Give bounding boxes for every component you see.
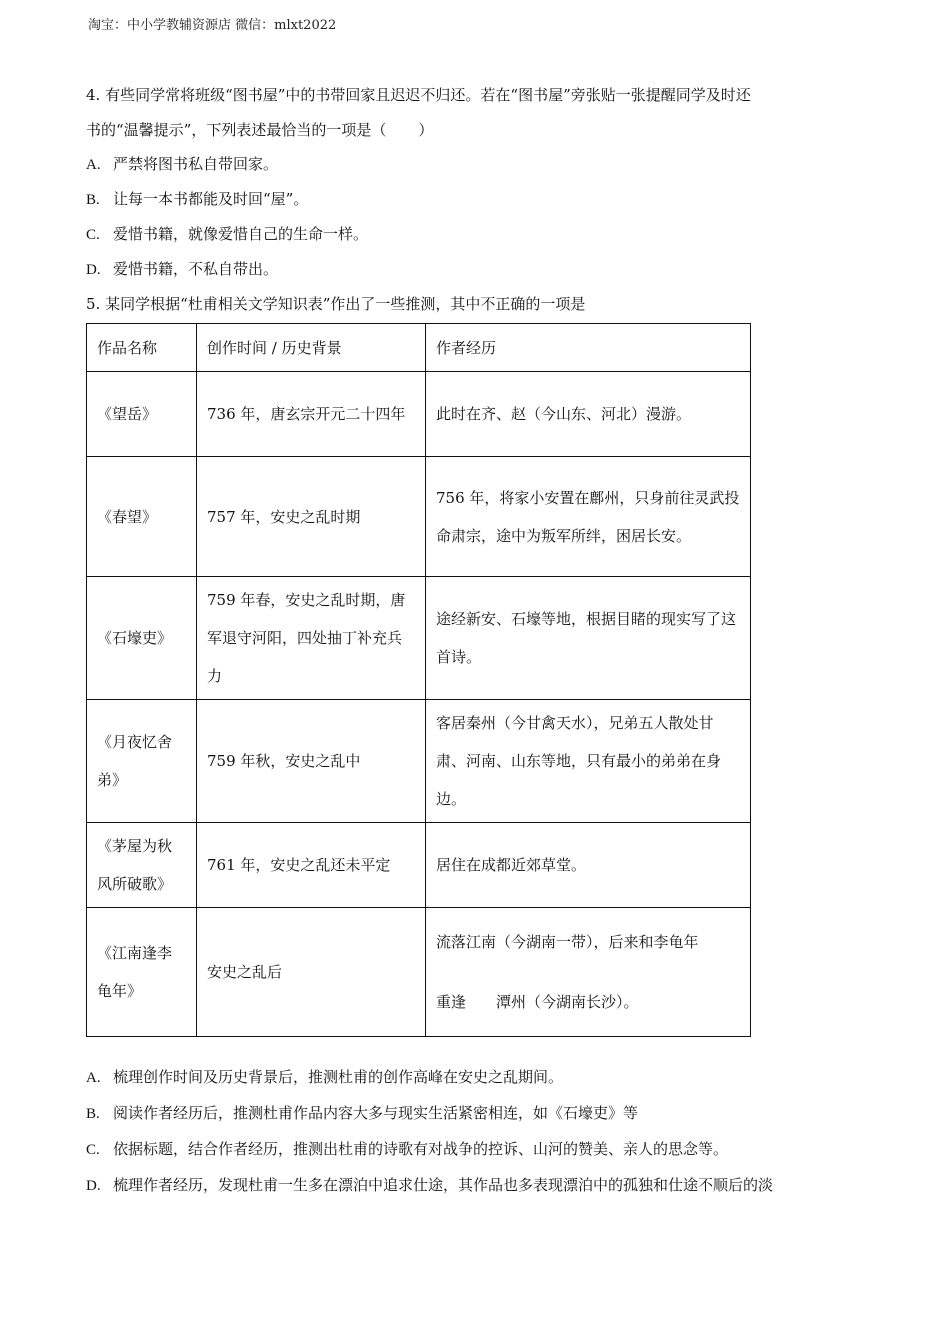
table-header-cell: 作者经历 (426, 324, 751, 372)
page-header: 淘宝：中小学教辅资源店 微信：mlxt2022 (88, 18, 337, 33)
experience-cell: 此时在齐、赵（今山东、河北）漫游。 (426, 372, 751, 457)
q5-option-b: B. 阅读作者经历后，推测杜甫作品内容大多与现实生活紧密相连，如《石壕吏》等 (86, 1104, 639, 1122)
work-title-cell: 《望岳》 (87, 372, 197, 457)
time-cell: 761 年，安史之乱还未平定 (197, 823, 426, 908)
q4-option-b: B. 让每一本书都能及时回“屋”。 (86, 190, 309, 208)
table-header-cell: 创作时间 / 历史背景 (197, 324, 426, 372)
time-cell: 759 年秋，安史之乱中 (197, 700, 426, 823)
q4-stem-line1: 4. 有些同学常将班级“图书屋”中的书带回家且迟迟不归还。若在“图书屋”旁张贴一张提醒同学及时还 (86, 86, 751, 104)
q4-option-a: A. 严禁将图书私自带回家。 (86, 155, 279, 173)
work-title-cell: 《春望》 (87, 457, 197, 577)
experience-cell: 客居秦州（今甘禽天水），兄弟五人散处甘肃、河南、山东等地，只有最小的弟弟在身边。 (426, 700, 751, 823)
table-header-row (87, 324, 751, 372)
table-header-cell: 作品名称 (87, 324, 197, 372)
q5-options (86, 1060, 886, 1204)
work-title-cell: 《茅屋为秋风所破歌》 (87, 823, 197, 908)
time-cell: 736 年，唐玄宗开元二十四年 (197, 372, 426, 457)
experience-line: 重逢 潭州（今湖南长沙）。 (436, 993, 639, 1011)
experience-cell: 756 年，将家小安置在鄜州，只身前往灵武投命肃宗，途中为叛军所绊，困居长安。 (426, 457, 751, 577)
q4-stem-line2 (86, 113, 866, 147)
question-4 (86, 78, 866, 321)
experience-cell: 居住在成都近郊草堂。 (426, 823, 751, 908)
experience-cell (426, 908, 751, 1037)
q4-stem-close: ） (418, 121, 434, 139)
experience-line: 流落江南（今湖南一带），后来和李龟年 (436, 933, 699, 951)
q5-stem: 5. 某同学根据“杜甫相关文学知识表”作出了一些推测，其中不正确的一项是 (86, 295, 586, 313)
du-fu-knowledge-table (86, 323, 751, 1037)
table-row (87, 700, 751, 823)
q4-stem-text: 书的“温馨提示”，下列表述最恰当的一项是（ (86, 121, 387, 139)
work-title-cell: 《石壕吏》 (87, 577, 197, 700)
table-row (87, 577, 751, 700)
table-row (87, 908, 751, 1037)
time-cell: 安史之乱后 (197, 908, 426, 1037)
time-cell: 757 年，安史之乱时期 (197, 457, 426, 577)
table-row (87, 457, 751, 577)
table-row (87, 372, 751, 457)
q5-option-c: C. 依据标题，结合作者经历，推测出杜甫的诗歌有对战争的控诉、山河的赞美、亲人的思念等。 (86, 1140, 729, 1158)
work-title-cell: 《江南逢李龟年》 (87, 908, 197, 1037)
q4-option-d: D. 爱惜书籍，不私自带出。 (86, 260, 279, 278)
table-row (87, 823, 751, 908)
q4-option-c: C. 爱惜书籍，就像爱惜自己的生命一样。 (86, 225, 369, 243)
q5-option-d: D. 梳理作者经历，发现杜甫一生多在漂泊中追求仕途，其作品也多表现漂泊中的孤独和仕途不顺后的淡 (86, 1176, 774, 1194)
q5-option-a: A. 梳理创作时间及历史背景后，推测杜甫的创作高峰在安史之乱期间。 (86, 1068, 564, 1086)
work-title-cell: 《月夜忆舍弟》 (87, 700, 197, 823)
time-cell: 759 年春，安史之乱时期，唐军退守河阳，四处抽丁补充兵力 (197, 577, 426, 700)
experience-cell: 途经新安、石壕等地，根据目睹的现实写了这首诗。 (426, 577, 751, 700)
